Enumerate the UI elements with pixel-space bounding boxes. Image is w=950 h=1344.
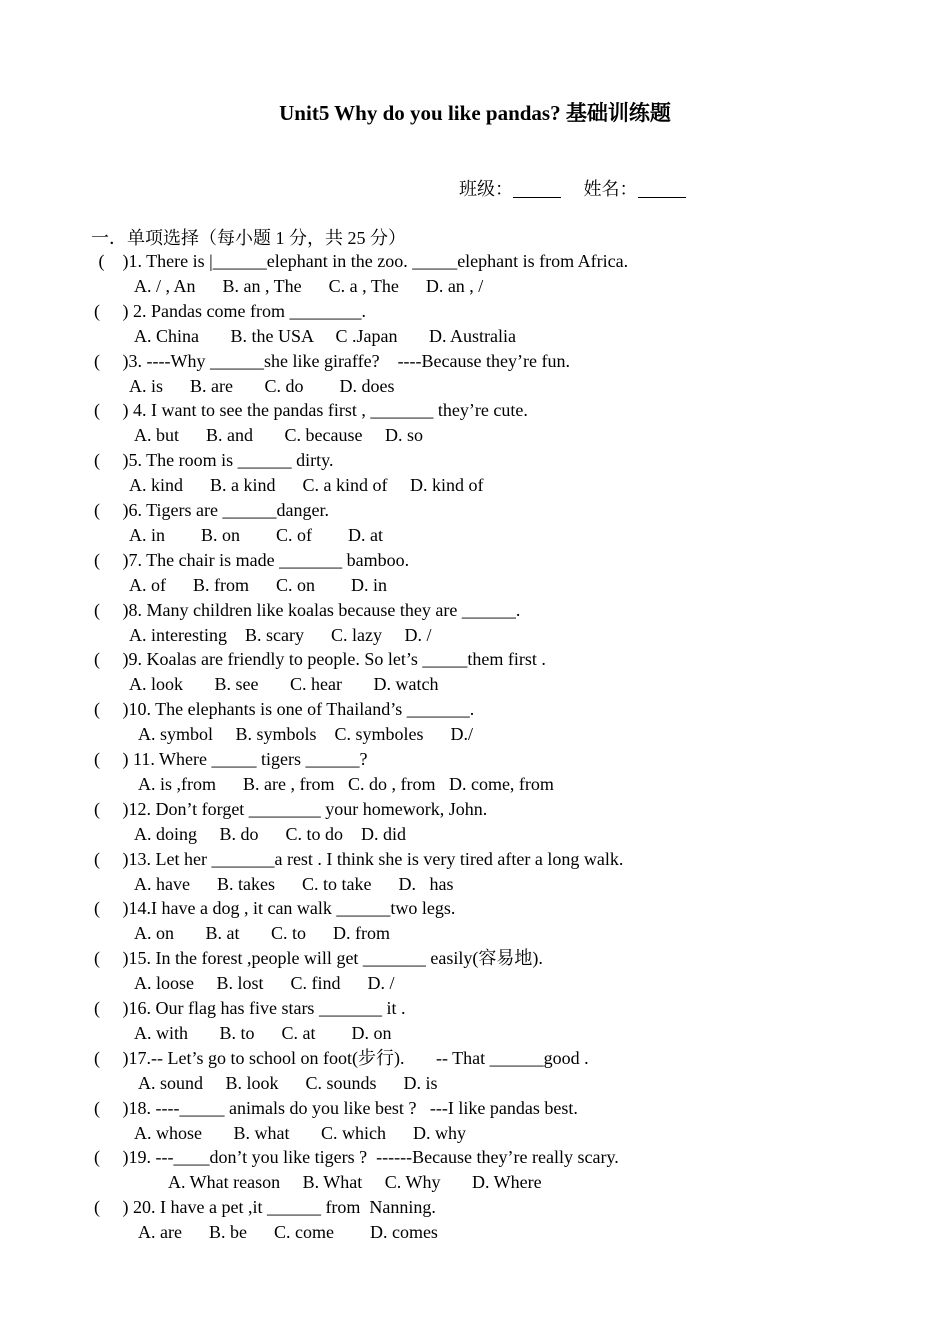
question-10: ( )10. The elephants is one of Thailand’s _______. bbox=[94, 699, 475, 720]
question-3: ( )3. ----Why ______she like giraffe? ----Because they’re fun. bbox=[94, 350, 570, 371]
question-5: ( )5. The room is ______ dirty. bbox=[94, 450, 334, 471]
question-2: ( ) 2. Pandas come from ________. bbox=[94, 300, 366, 321]
question-7: ( )7. The chair is made _______ bamboo. bbox=[94, 549, 410, 570]
question-17: ( )17.-- Let’s go to school on foot(步行). -- That ______good . bbox=[94, 1047, 589, 1068]
name-blank[interactable] bbox=[638, 179, 686, 198]
question-6-options: A. in B. on C. of D. at bbox=[129, 525, 383, 545]
question-12: ( )12. Don’t forget ________ your homework, John. bbox=[94, 798, 488, 819]
question-4: ( ) 4. I want to see the pandas first , _______ they’re cute. bbox=[94, 400, 528, 421]
question-20-options: A. are B. be C. come D. comes bbox=[138, 1222, 438, 1243]
question-7-options: A. of B. from C. on D. in bbox=[129, 574, 387, 595]
question-19: ( )19. ---____don’t you like tigers ? ------Because they’re really scary. bbox=[94, 1147, 619, 1168]
class-label: 班级： bbox=[459, 179, 513, 199]
question-6: ( )6. Tigers are ______danger. bbox=[94, 500, 329, 520]
question-12-options: A. doing B. do C. to do D. did bbox=[134, 823, 407, 844]
question-3-options: A. is B. are C. do D. does bbox=[129, 375, 395, 396]
question-13: ( )13. Let her _______a rest . I think she is very tired after a long walk. bbox=[94, 848, 624, 869]
question-16-options: A. with B. to C. at D. on bbox=[134, 1023, 392, 1043]
question-18-options: A. whose B. what C. which D. why bbox=[134, 1122, 466, 1143]
question-9-options: A. look B. see C. hear D. watch bbox=[129, 674, 439, 695]
question-8: ( )8. Many children like koalas because they are ______. bbox=[94, 599, 521, 620]
question-14-options: A. on B. at C. to D. from bbox=[134, 923, 390, 944]
question-10-options: A. symbol B. symbols C. symboles D./ bbox=[138, 724, 474, 745]
name-label: 姓名： bbox=[583, 179, 638, 199]
question-14: ( )14.I have a dog , it can walk ______two legs. bbox=[94, 898, 456, 919]
question-16: ( )16. Our flag has five stars _______ it . bbox=[94, 998, 406, 1018]
question-4-options: A. but B. and C. because D. so bbox=[134, 425, 423, 446]
question-18: ( )18. ----_____ animals do you like best ? ---I like pandas best. bbox=[94, 1097, 578, 1118]
question-1-options: A. / , An B. an , The C. a , The D. an , / bbox=[134, 276, 484, 296]
section-heading: 一．单项选择（每小题 1 分，共 25 分） bbox=[91, 228, 406, 248]
question-2-options: A. China B. the USA C .Japan D. Australia bbox=[134, 325, 516, 346]
question-15-options: A. loose B. lost C. find D. / bbox=[134, 973, 395, 994]
question-1: ( )1. There is |______elephant in the zoo. _____elephant is from Africa. bbox=[94, 251, 629, 271]
class-name-line bbox=[459, 175, 686, 201]
question-13-options: A. have B. takes C. to take D. has bbox=[134, 873, 454, 894]
question-5-options: A. kind B. a kind C. a kind of D. kind of bbox=[129, 475, 484, 496]
question-17-options: A. sound B. look C. sounds D. is bbox=[138, 1072, 438, 1093]
question-8-options: A. interesting B. scary C. lazy D. / bbox=[129, 624, 432, 645]
class-blank[interactable] bbox=[513, 179, 561, 198]
question-9: ( )9. Koalas are friendly to people. So let’s _____them first . bbox=[94, 649, 546, 670]
question-11-options: A. is ,from B. are , from C. do , from D. come, from bbox=[138, 774, 554, 794]
page-title: Unit5 Why do you like pandas? 基础训练题 bbox=[279, 101, 671, 125]
question-11: ( ) 11. Where _____ tigers ______? bbox=[94, 749, 368, 769]
question-19-options: A. What reason B. What C. Why D. Where bbox=[168, 1172, 542, 1193]
question-20: ( ) 20. I have a pet ,it ______ from Nanning. bbox=[94, 1197, 436, 1218]
question-15: ( )15. In the forest ,people will get _______ easily(容易地). bbox=[94, 948, 543, 969]
